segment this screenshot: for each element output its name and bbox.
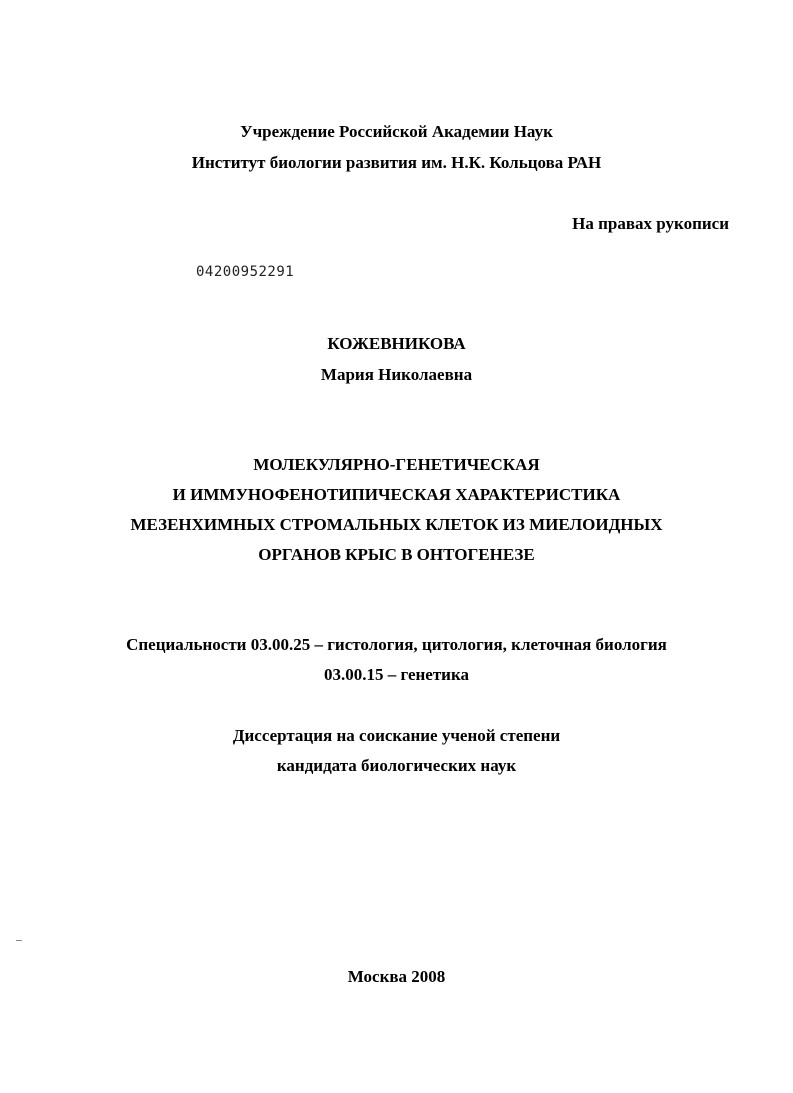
catalog-code: 04200952291 <box>196 264 295 280</box>
institution-line-1: Учреждение Российской Академии Наук <box>240 122 553 141</box>
manuscript-note: На правах рукописи <box>572 214 729 233</box>
title-line-1: МОЛЕКУЛЯРНО-ГЕНЕТИЧЕСКАЯ <box>253 455 540 474</box>
title-line-2: И ИММУНОФЕНОТИПИЧЕСКАЯ ХАРАКТЕРИСТИКА <box>172 485 621 504</box>
specialties-line-2: 03.00.15 – генетика <box>323 665 470 684</box>
place-year: Москва 2008 <box>347 967 446 986</box>
author-surname: КОЖЕВНИКОВА <box>327 334 466 353</box>
institution-line-2: Институт биологии развития им. Н.К. Кольцова РАН <box>191 153 602 172</box>
title-line-4: ОРГАНОВ КРЫС В ОНТОГЕНЕЗЕ <box>258 545 535 564</box>
author-given-names: Мария Николаевна <box>320 365 473 384</box>
degree-line-2: кандидата биологических наук <box>276 756 517 775</box>
degree-line-1: Диссертация на соискание ученой степени <box>232 726 561 745</box>
title-line-3: МЕЗЕНХИМНЫХ СТРОМАЛЬНЫХ КЛЕТОК ИЗ МИЕЛОИДНЫХ <box>130 515 663 534</box>
scan-speck <box>16 940 22 941</box>
specialties-line-1: Специальности 03.00.25 – гистология, цитология, клеточная биология <box>126 635 667 654</box>
